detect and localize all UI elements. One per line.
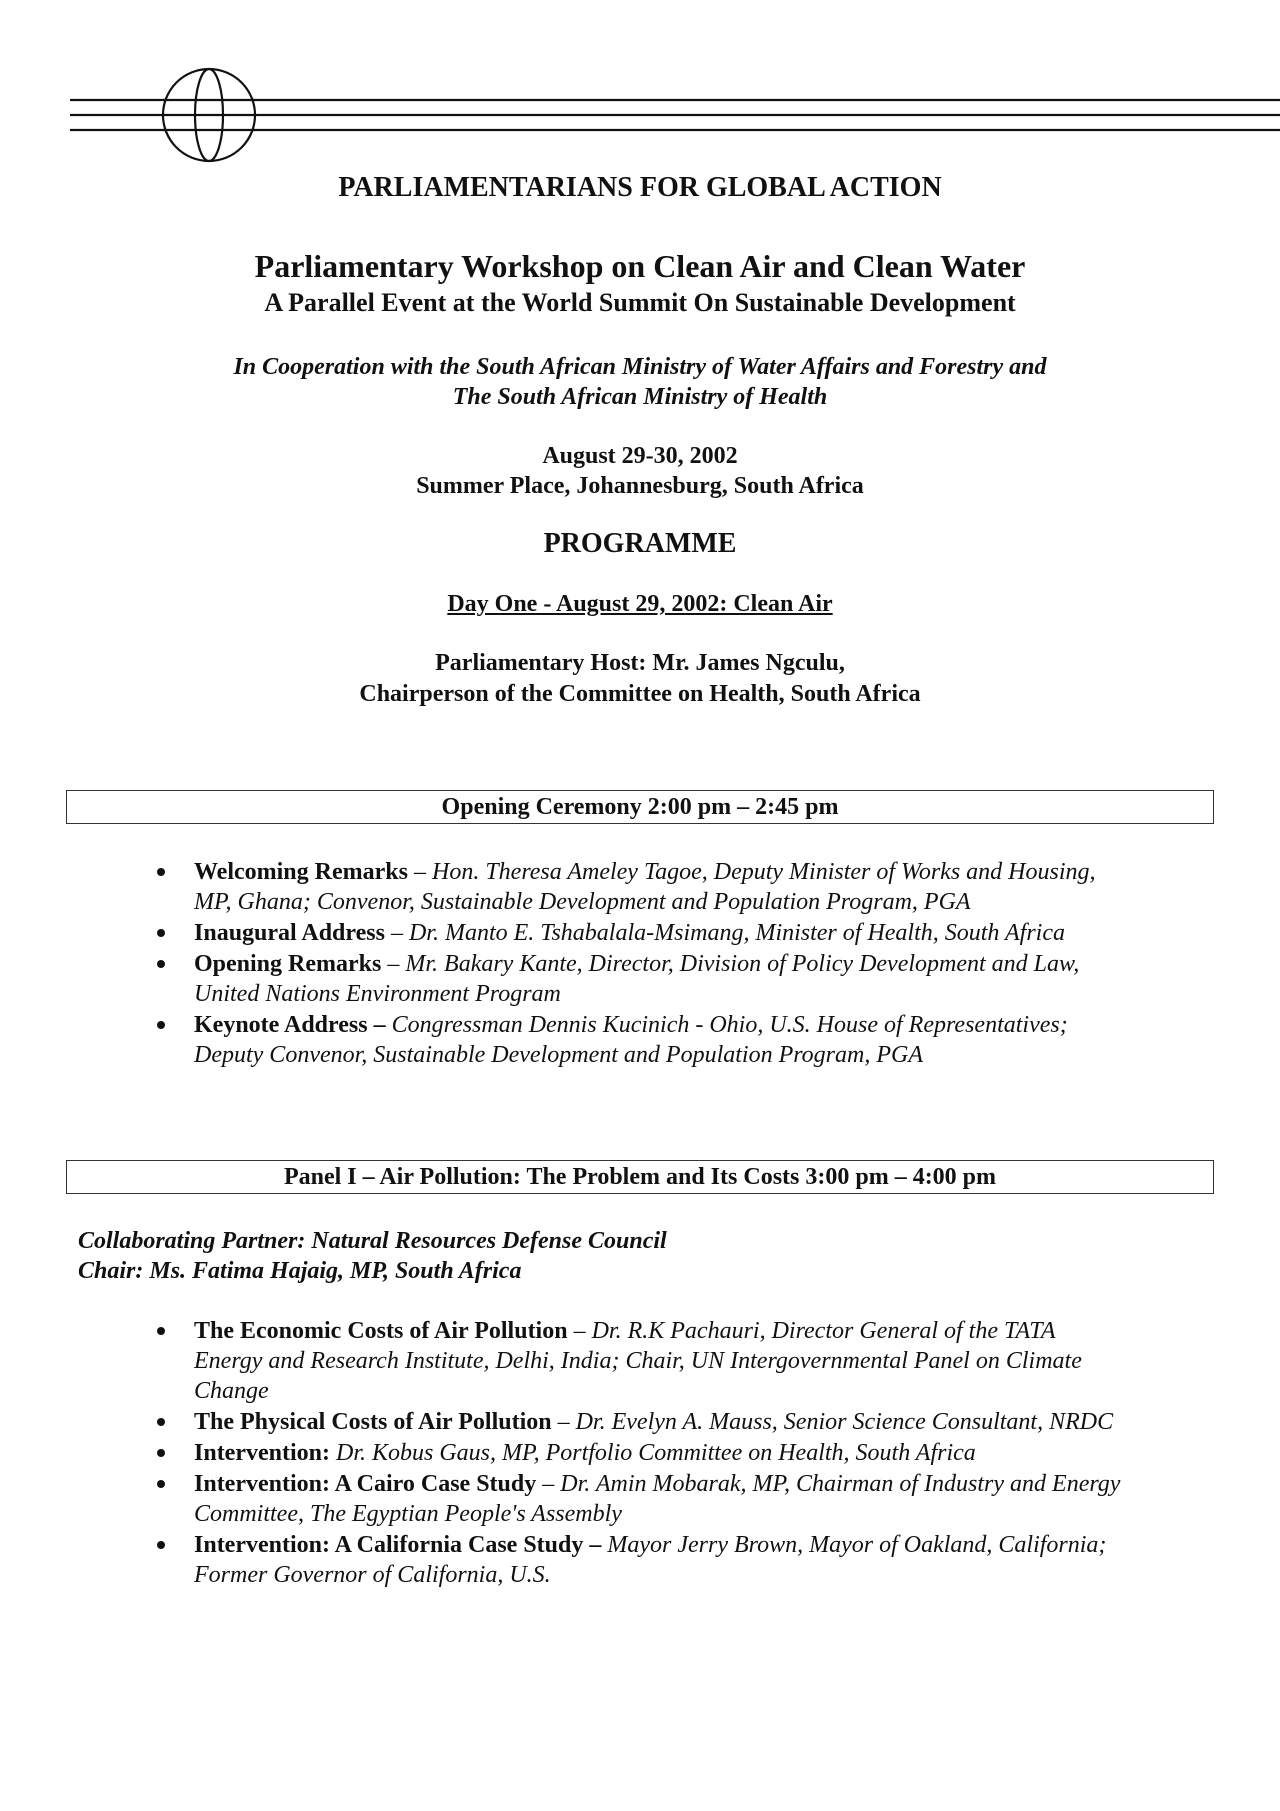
bullet-icon (157, 929, 165, 937)
item-desc: Mayor Jerry Brown, Mayor of Oakland, California; (607, 1532, 1107, 1558)
item-separator: – (381, 951, 406, 977)
host-line-1: Parliamentary Host: Mr. James Ngculu, (435, 650, 845, 676)
bullet-icon (157, 1327, 165, 1335)
event-place: Summer Place, Johannesburg, South Africa (416, 473, 864, 499)
item-desc: Committee, The Egyptian People's Assembly (194, 1501, 622, 1527)
opening-ceremony-list (0, 857, 1240, 1071)
item-label: The Physical Costs of Air Pollution (194, 1409, 552, 1435)
item-desc: Dr. Amin Mobarak, MP, Chairman of Industry and Energy (560, 1471, 1121, 1497)
cooperation-line-2: The South African Ministry of Health (452, 384, 828, 410)
item-desc: Energy and Research Institute, Delhi, India; Chair, UN Intergovernmental Panel on Climate (194, 1348, 1082, 1374)
bullet-icon (157, 960, 165, 968)
organization-name: PARLIAMENTARIANS FOR GLOBAL ACTION (338, 172, 942, 203)
panel-one-partners (78, 1226, 667, 1286)
collaborating-partner: Collaborating Partner: Natural Resources Defense Council (78, 1228, 667, 1254)
list-item (0, 1407, 1240, 1437)
item-label: Inaugural Address (194, 920, 385, 946)
item-separator: – (384, 920, 409, 946)
item-separator: – (407, 859, 432, 885)
item-desc: Dr. Kobus Gaus, MP, Portfolio Committee on Health, South Africa (335, 1440, 976, 1466)
list-item (0, 949, 1240, 1009)
item-desc: Hon. Theresa Ameley Tagoe, Deputy Minister of Works and Housing, (431, 859, 1096, 885)
bullet-icon (157, 1480, 165, 1488)
item-desc: Dr. R.K Pachauri, Director General of the TATA (591, 1318, 1056, 1344)
item-label: Intervention: (194, 1440, 330, 1466)
panel-chair: Chair: Ms. Fatima Hajaig, MP, South Africa (78, 1258, 522, 1284)
event-date: August 29-30, 2002 (542, 443, 738, 469)
workshop-title: Parliamentary Workshop on Clean Air and Clean Water (254, 248, 1026, 284)
bullet-icon (157, 1541, 165, 1549)
bullet-icon (157, 1418, 165, 1426)
list-item (0, 857, 1240, 917)
list-item (0, 1316, 1240, 1406)
item-separator: – (551, 1409, 576, 1435)
day-heading-text: Day One - August 29, 2002: Clean Air (447, 591, 833, 617)
parliamentary-host (0, 648, 1280, 710)
workshop-subtitle: A Parallel Event at the World Summit On Sustainable Development (264, 288, 1016, 317)
list-item (0, 1438, 1240, 1468)
item-desc: Congressman Dennis Kucinich - Ohio, U.S. House of Representatives; (391, 1012, 1068, 1038)
item-label: Intervention: A Cairo Case Study (194, 1471, 537, 1497)
item-desc: United Nations Environment Program (194, 981, 561, 1007)
bullet-icon (157, 1449, 165, 1457)
item-separator: – (536, 1471, 561, 1497)
item-desc: Change (194, 1378, 269, 1404)
bullet-icon (157, 1021, 165, 1029)
item-desc: Dr. Manto E. Tshabalala-Msimang, Minister of Health, South Africa (408, 920, 1065, 946)
event-date-place (0, 441, 1280, 501)
bullet-icon (157, 868, 165, 876)
item-separator: – (567, 1318, 592, 1344)
list-item (0, 1010, 1240, 1070)
item-desc: Mr. Bakary Kante, Director, Division of Policy Development and Law, (405, 951, 1080, 977)
day-heading (0, 591, 1280, 618)
item-desc: Former Governor of California, U.S. (194, 1562, 551, 1588)
item-label: Intervention: A California Case Study – (194, 1532, 602, 1558)
item-label: The Economic Costs of Air Pollution (194, 1318, 568, 1344)
panel-one-box: Panel I – Air Pollution: The Problem and Its Costs 3:00 pm – 4:00 pm (66, 1160, 1214, 1194)
opening-ceremony-box: Opening Ceremony 2:00 pm – 2:45 pm (66, 790, 1214, 824)
programme-heading: PROGRAMME (543, 528, 737, 559)
item-desc: Deputy Convenor, Sustainable Development and Population Program, PGA (194, 1042, 923, 1068)
list-item (0, 918, 1240, 948)
panel-one-list (0, 1316, 1240, 1591)
item-desc: Dr. Evelyn A. Mauss, Senior Science Consultant, NRDC (575, 1409, 1114, 1435)
cooperation-note (0, 352, 1280, 412)
pga-globe-logo (0, 0, 1280, 170)
item-label: Opening Remarks (194, 951, 382, 977)
list-item (0, 1530, 1240, 1590)
list-item (0, 1469, 1240, 1529)
host-line-2: Chairperson of the Committee on Health, South Africa (359, 681, 921, 707)
item-label: Welcoming Remarks (194, 859, 408, 885)
item-desc: MP, Ghana; Convenor, Sustainable Development and Population Program, PGA (194, 889, 971, 915)
cooperation-line-1: In Cooperation with the South African Ministry of Water Affairs and Forestry and (233, 354, 1047, 380)
item-label: Keynote Address – (194, 1012, 386, 1038)
